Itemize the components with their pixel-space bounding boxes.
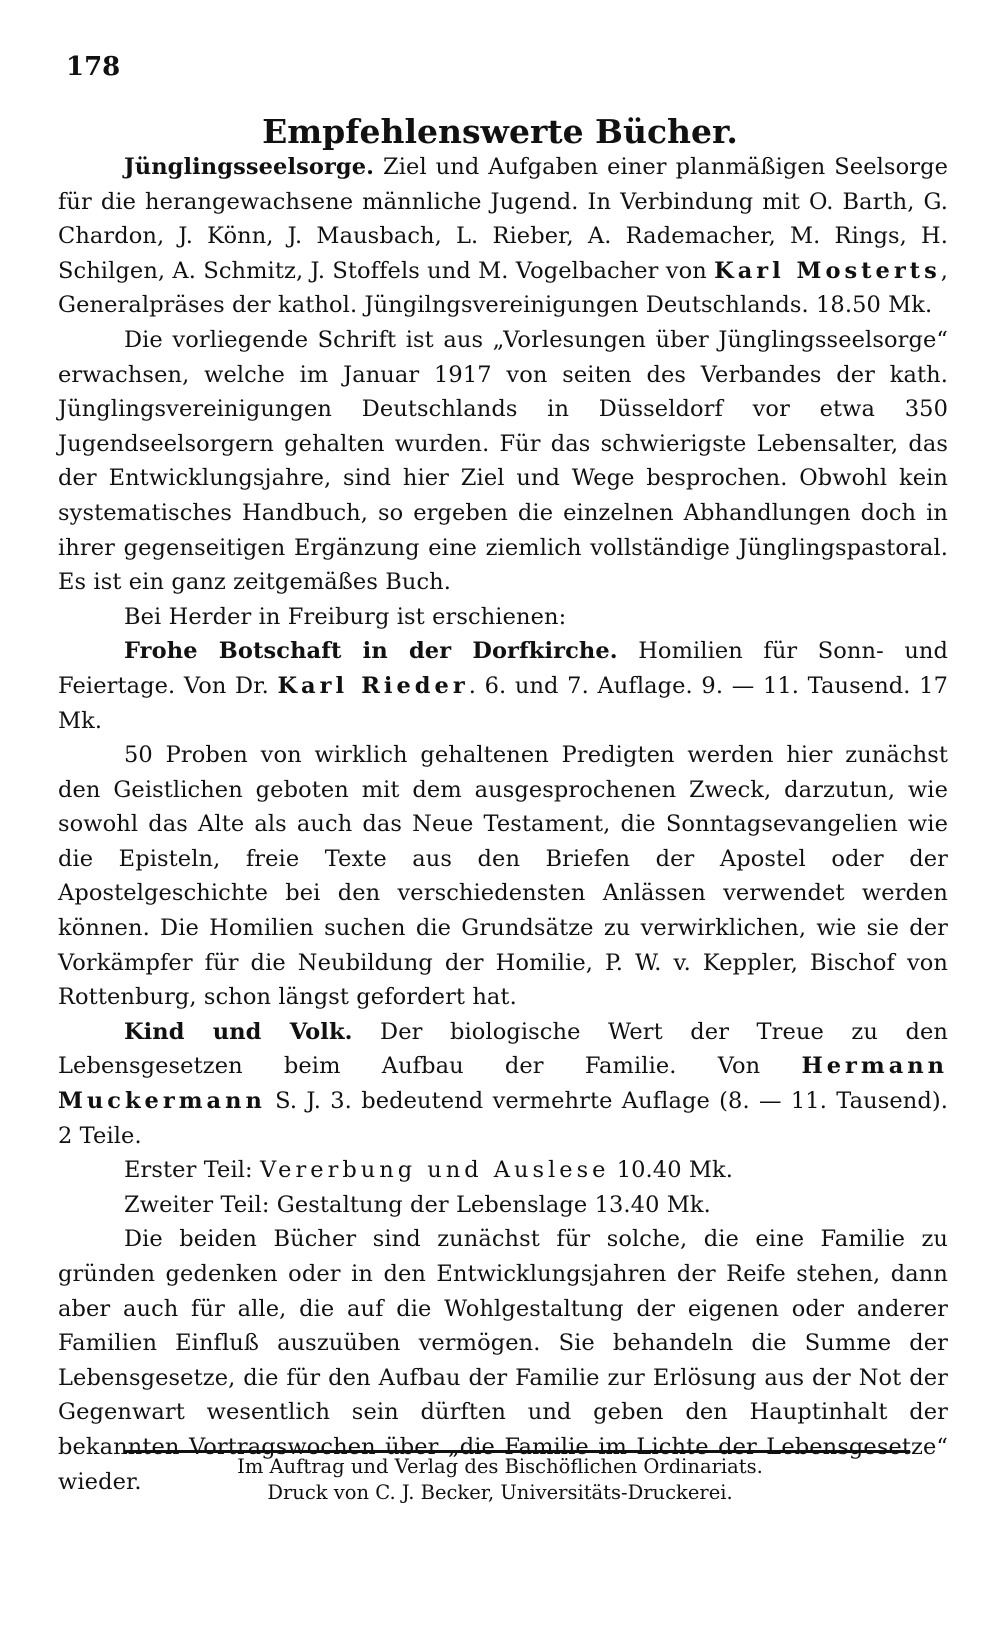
colophon-publisher: Im Auftrag und Verlag des Bischöflichen Ordinariats. <box>237 1455 763 1478</box>
book2-entry <box>58 634 948 738</box>
colophon-printer: Druck von C. J. Becker, Universitäts-Druckerei. <box>267 1481 733 1504</box>
book1-title: Jünglingsseelsorge. <box>124 154 375 180</box>
book3-part1-price: 10.40 Mk. <box>609 1157 734 1184</box>
page-heading: Empfehlenswerte Bücher. <box>262 112 738 151</box>
book3-part2 <box>58 1188 948 1223</box>
book3-part1-label: Erster Teil: <box>124 1157 260 1184</box>
colophon <box>0 1454 1000 1506</box>
book3-description: Der biologische Wert der Treue zu den Lebensgesetzen beim Aufbau der Familie. Von <box>58 1018 948 1080</box>
page-number: 178 <box>66 52 121 82</box>
book3-author: Hermann Muckermann <box>58 1053 948 1115</box>
book1-description: Ziel und Aufgaben einer planmäßigen Seelsorge für die herangewachsene männliche Jugend. In Verbindung mit O. Barth, G. Chardon, J. Könn, J. Mausbach, L. Rieber, A. Rademacher, M. Rings, H. Schilgen, A. Schmitz, J. Stoffels und M. Vogelbacher von <box>58 154 948 284</box>
book2-author: Karl Rieder <box>277 672 469 699</box>
book3-description-end: S. J. 3. bedeutend vermehrte Auflage (8. — 11. Tausend). 2 Teile. <box>58 1088 948 1149</box>
book3-part1-title: Vererbung und Auslese <box>260 1157 610 1184</box>
book2-title: Frohe Botschaft in der Dorfkirche. <box>124 638 618 665</box>
book3-part2-title: Gestaltung der Lebenslage <box>276 1191 588 1218</box>
book-recommendations <box>58 150 948 1499</box>
footer-rule <box>124 1450 910 1453</box>
book1-review: Die vorliegende Schrift ist aus „Vorlesungen über Jünglingsseelsorge“ erwachsen, welche im Januar 1917 von seiten des Verbandes der kath. Jünglingsvereinigungen Deutschlands in Düsseldorf vor etwa 350 Jugendseelsorgern gehalten wurden. Für das schwierigste Lebensalter, das der Entwicklungsjahre, sind hier Ziel und Wege besprochen. Obwohl kein systematisches Handbuch, so ergeben die einzelnen Abhandlungen doch in ihrer gegenseitigen Ergänzung eine ziemlich vollständige Jünglingspastoral. Es ist ein ganz zeitgemäßes Buch. <box>58 326 948 596</box>
book1-description-end: , Generalpräses der kathol. Jüngilngsvereinigungen Deutschlands. 18.50 Mk. <box>58 257 949 319</box>
book3-part2-label: Zweiter Teil: <box>124 1191 277 1218</box>
book3-entry <box>58 1015 948 1153</box>
book3-part2-price: 13.40 Mk. <box>587 1191 711 1218</box>
book3-part1 <box>58 1153 948 1188</box>
book1-author: Karl Mosterts <box>714 257 941 284</box>
book3-title: Kind und Volk. <box>124 1018 353 1045</box>
publisher-line: Bei Herder in Freiburg ist erschienen: <box>124 603 567 630</box>
book2-description: Homilien für Sonn- und Feiertage. Von Dr. <box>58 638 949 699</box>
book2-review: 50 Proben von wirklich gehaltenen Predigten werden hier zunächst den Geistlichen geboten mit dem ausgesprochenen Zweck, darzutun, wie sowohl das Alte als auch das Neue Testament, die Sonntagsevangelien wie die Episteln, freie Texte aus den Briefen der Apostel oder der Apostelgeschichte bei den verschiedensten Anlässen verwendet werden können. Die Homilien suchen die Grundsätze zu verwirklichen, wie sie der Vorkämpfer für die Neubildung der Homilie, P. W. v. Keppler, Bischof von Rottenburg, schon längst gefordert hat. <box>58 742 948 1011</box>
book3-review: Die beiden Bücher sind zunächst für solche, die eine Familie zu gründen gedenken oder in den Entwicklungsjahren der Reife stehen, dann aber auch für alle, die auf die Wohlgestaltung der eigenen oder anderer Familien Einfluß auszuüben vermögen. Sie behandeln die Summe der Lebensgesetze, die für den Aufbau der Familie zur Erlösung aus der Not der Gegenwart wesentlich sein dürften und geben den Hauptinhalt der bekannten Vortragswochen über „die Familie im Lichte der Lebensgesetze“ wieder. <box>58 1226 948 1495</box>
book2-description-end: . 6. und 7. Auflage. 9. — 11. Tausend. 17 Mk. <box>58 672 948 734</box>
book1-entry <box>58 150 948 323</box>
